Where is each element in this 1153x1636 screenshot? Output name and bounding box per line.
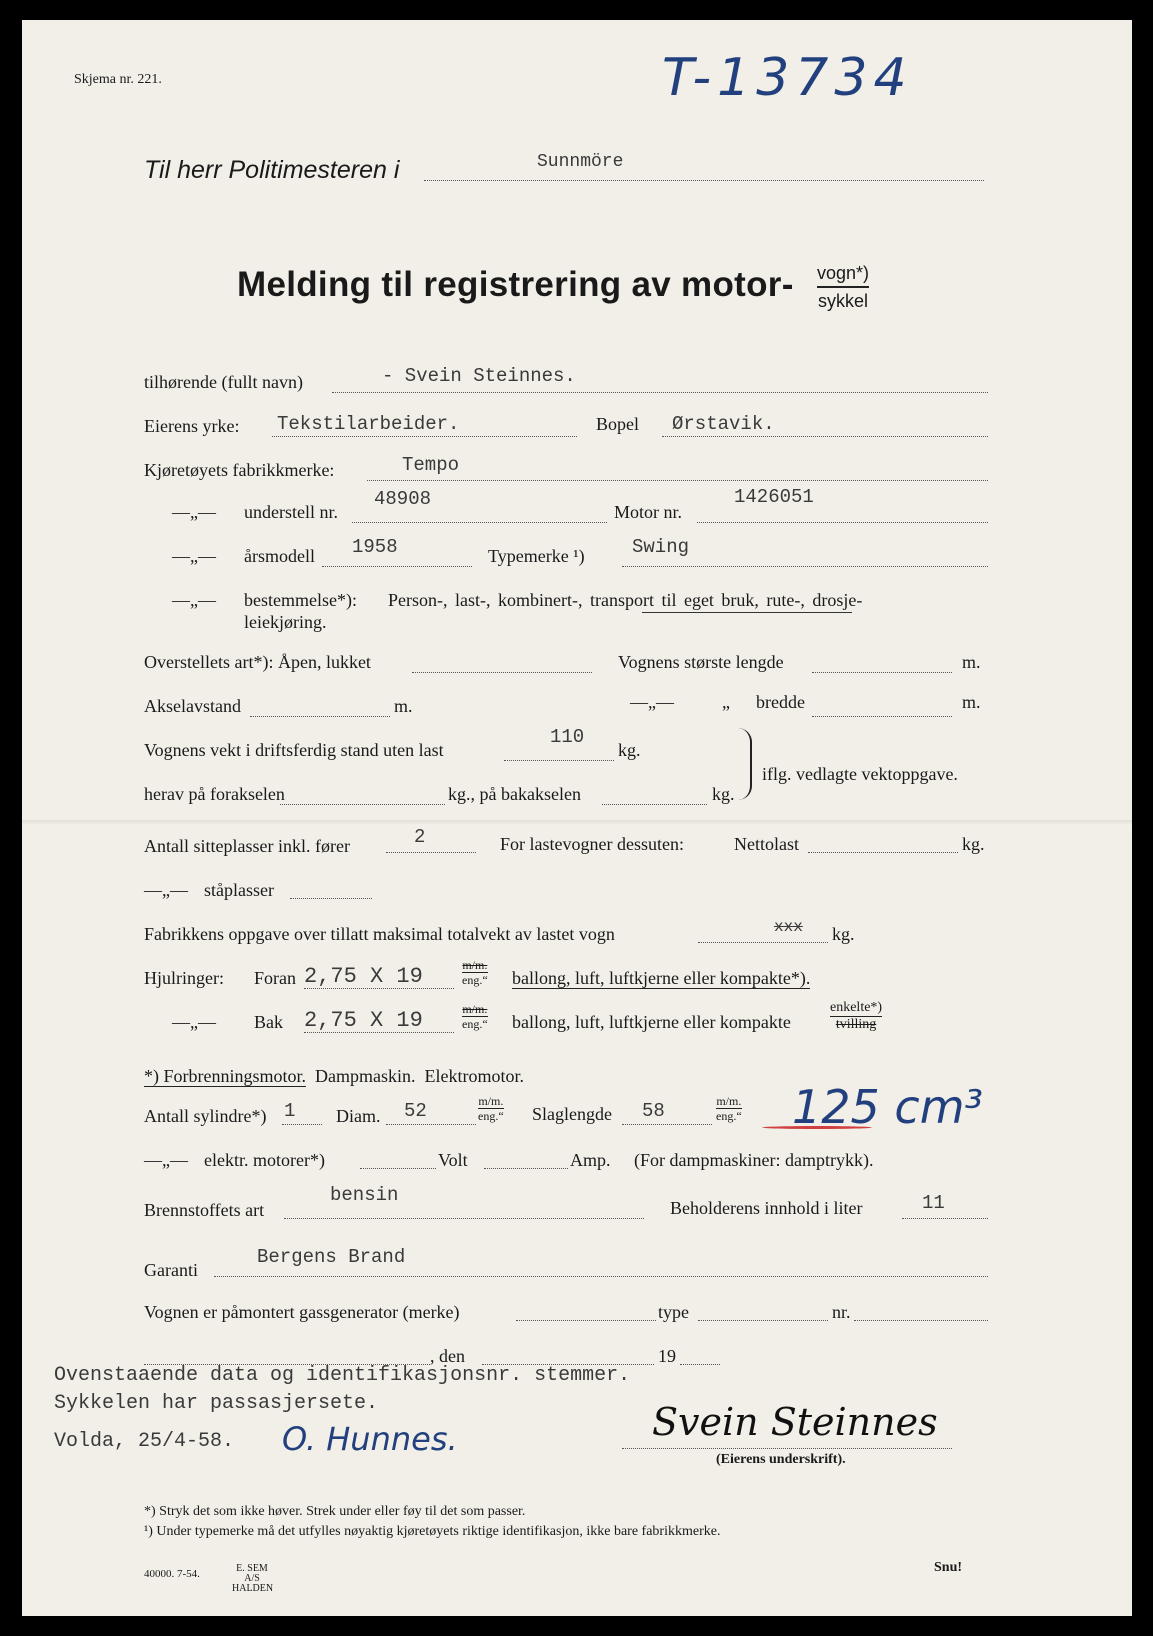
rear-axle-unit: kg. (712, 784, 735, 804)
fuel-line (284, 1218, 644, 1219)
weight-note: iflg. vedlagte vektoppgave. (762, 764, 958, 784)
stroke-unit-mm: m/m. (716, 1094, 742, 1108)
gas-nr-label: nr. (832, 1302, 851, 1322)
ditto-3: —„— (172, 590, 216, 610)
engine-type-steam: Dampmaskin. (315, 1066, 416, 1086)
length-label: Vognens største lengde (618, 652, 784, 672)
engine-type-electric: Elektromotor. (424, 1066, 524, 1086)
front-axle-line (280, 804, 445, 805)
electric-label: elektr. motorer*) (204, 1150, 325, 1170)
diam-unit-mm: m/m. (478, 1094, 504, 1108)
make-label: Kjøretøyets fabrikkmerke: (144, 460, 335, 480)
tyres-label: Hjulringer: (144, 968, 224, 988)
rear-tyre-unit (462, 1002, 488, 1031)
electric-line (360, 1168, 436, 1169)
diam-line (386, 1124, 476, 1125)
seats-label: Antall sitteplasser inkl. fører (144, 836, 350, 856)
weight-line (504, 760, 614, 761)
body-line (412, 672, 592, 673)
residence-value: Ørstavik. (672, 413, 775, 435)
year-label: årsmodell (244, 546, 315, 566)
type-line (622, 566, 988, 567)
standing-line (290, 898, 372, 899)
axle-line (250, 716, 390, 717)
diam-unit (478, 1094, 504, 1123)
addressee-line (424, 180, 984, 181)
stroke-unit (716, 1094, 742, 1123)
year-value: 1958 (352, 536, 398, 558)
stroke-line (622, 1124, 712, 1125)
gas-type-line (698, 1320, 828, 1321)
fuel-label: Brennstoffets art (144, 1200, 265, 1220)
printer-mark: E. SEM A/S HALDEN (232, 1563, 274, 1594)
purpose-options: Person-, last-, kombinert-, transport til eget bruk, rute-, drosje- (388, 590, 863, 610)
chassis-label: understell nr. (244, 502, 338, 522)
seats-line (386, 852, 476, 853)
make-line (367, 480, 988, 481)
date-label: , den (430, 1346, 465, 1366)
max-weight-label: Fabrikkens oppgave over tillatt maksimal totalvekt av lastet vogn (144, 924, 615, 944)
volt-label: Volt (438, 1150, 468, 1170)
width-label: bredde (756, 692, 805, 712)
purpose-underline (642, 612, 852, 613)
twin-option: tvilling (835, 1017, 877, 1032)
cyl-line (282, 1124, 322, 1125)
year-prefix: 19 (658, 1346, 676, 1366)
form-title: Melding til registrering av motor- (237, 265, 794, 304)
max-weight-unit: kg. (832, 924, 855, 944)
front-tyre-unit (462, 958, 488, 987)
chassis-value: 48908 (374, 488, 432, 510)
front-tyre-value: 2,75 X 19 (304, 964, 423, 989)
rear-tyre-line (304, 1032, 454, 1033)
tank-value: 11 (922, 1192, 945, 1214)
police-note-line3: Volda, 25/4-58. (54, 1430, 235, 1453)
body-label: Overstellets art*): Åpen, lukket (144, 652, 371, 672)
rear-tyre-mount (830, 1000, 882, 1033)
diam-unit-eng: eng.“ (478, 1109, 504, 1123)
amp-label: Amp. (570, 1150, 611, 1170)
make-value: Tempo (402, 454, 460, 476)
weight-label: Vognens vekt i driftsferdig stand uten last (144, 740, 444, 760)
ditto-7: —„— (144, 1150, 188, 1170)
weight-unit: kg. (618, 740, 641, 760)
rear-axle-line (602, 804, 707, 805)
police-note-line2: Sykkelen har passasjersete. (54, 1392, 379, 1415)
tank-line (902, 1218, 988, 1219)
stroke-label: Slaglengde (532, 1104, 612, 1124)
owner-signature: Svein Steinnes (652, 1400, 938, 1444)
warranty-label: Garanti (144, 1260, 198, 1280)
rear-tyre-types: ballong, luft, luftkjerne eller kompakte (512, 1012, 791, 1032)
engine-types (144, 1066, 524, 1087)
quote-mark: „ (722, 692, 730, 712)
engine-line (697, 522, 988, 523)
fold-crease (22, 820, 1132, 826)
signature-line (622, 1448, 952, 1449)
axle-unit: m. (394, 696, 413, 716)
net-label: Nettolast (734, 834, 799, 854)
single-option: enkelte*) (830, 1000, 883, 1015)
year-suffix-line (680, 1364, 720, 1365)
owner-label: tilhørende (fullt navn) (144, 372, 303, 392)
footnote-2: ¹) Under typemerke må det utfylles nøyaktig kjøretøyets riktige identifikasjon, ikke bare fabrikkmerke. (144, 1524, 721, 1539)
ccm-handwritten: 125 cm³ (792, 1080, 983, 1134)
stroke-value: 58 (642, 1100, 665, 1122)
occupation-value: Tekstilarbeider. (277, 413, 460, 435)
warranty-value: Bergens Brand (257, 1246, 406, 1268)
front-tyre-unit-mm: m/m. (462, 958, 488, 972)
purpose-options-cont: leiekjøring. (244, 612, 327, 632)
form-number: Skjema nr. 221. (74, 72, 162, 87)
length-unit: m. (962, 652, 981, 672)
engine-type-combustion: *) Forbrenningsmotor. (144, 1066, 306, 1086)
gas-label: Vognen er påmontert gassgenerator (merke) (144, 1302, 460, 1322)
gas-brand-line (516, 1320, 656, 1321)
tank-label: Beholderens innhold i liter (670, 1198, 863, 1218)
engine-label: Motor nr. (614, 502, 683, 522)
ditto-6: —„— (172, 1012, 216, 1032)
max-weight-line (698, 942, 828, 943)
stroke-unit-eng: eng.“ (716, 1109, 742, 1123)
year-line (322, 566, 472, 567)
gas-type-label: type (658, 1302, 689, 1322)
police-signature: O. Hunnes. (282, 1420, 458, 1458)
rear-axle-label: kg., på bakakselen (448, 784, 581, 804)
ditto-1: —„— (172, 502, 216, 522)
occupation-label: Eierens yrke: (144, 416, 240, 436)
purpose-label: bestemmelse*): (244, 590, 357, 610)
rear-tyre-unit-mm: m/m. (462, 1002, 488, 1016)
warranty-line (214, 1276, 988, 1277)
front-tyre-unit-eng: eng.“ (462, 973, 488, 987)
front-tyre-label: Foran (254, 968, 296, 988)
title-option-sykkel: sykkel (818, 291, 869, 311)
diam-value: 52 (404, 1100, 427, 1122)
seats-value: 2 (414, 826, 426, 848)
front-tyre-types (512, 968, 810, 989)
rear-tyre-label: Bak (254, 1012, 283, 1032)
axle-label: Akselavstand (144, 696, 241, 716)
steam-label: (For dampmaskiner: damptrykk). (634, 1150, 874, 1170)
residence-label: Bopel (596, 414, 639, 434)
title-options (817, 260, 869, 314)
rear-tyre-unit-eng: eng.“ (462, 1017, 488, 1031)
form-page (22, 20, 1132, 1616)
weight-brace (738, 728, 752, 800)
fuel-value: bensin (330, 1184, 399, 1206)
net-unit: kg. (962, 834, 985, 854)
addressee-value: Sunnmöre (537, 152, 624, 172)
residence-line (662, 436, 988, 437)
chassis-line (352, 522, 607, 523)
police-note-line1: Ovenstaaende data og identifikasjonsnr. stemmer. (54, 1364, 631, 1387)
rear-tyre-value: 2,75 X 19 (304, 1008, 423, 1033)
red-underline (762, 1126, 872, 1129)
footnote-1: *) Stryk det som ikke høver. Strek under eller føy til det som passer. (144, 1504, 526, 1519)
ditto-2: —„— (172, 546, 216, 566)
type-label: Typemerke ¹) (488, 546, 585, 566)
length-line (812, 672, 952, 673)
net-line (808, 852, 958, 853)
type-value: Swing (632, 536, 690, 558)
diam-label: Diam. (336, 1106, 381, 1126)
case-number-handwritten: T-13734 (662, 48, 913, 108)
occupation-line (272, 436, 577, 437)
addressee-label: Til herr Politimesteren i (144, 156, 400, 184)
print-code: 40000. 7-54. (144, 1568, 200, 1580)
turn-over-note: Snu! (934, 1560, 963, 1575)
engine-value: 1426051 (734, 486, 814, 508)
weight-value: 110 (550, 726, 585, 748)
owner-value: - Svein Steinnes. (382, 365, 576, 387)
front-axle-label: herav på forakselen (144, 784, 285, 804)
cyl-label: Antall sylindre*) (144, 1106, 267, 1126)
signature-caption: (Eierens underskrift). (716, 1452, 846, 1467)
standing-label: ståplasser (204, 880, 274, 900)
cyl-value: 1 (284, 1100, 296, 1122)
width-line (812, 716, 952, 717)
ditto-4: —„— (630, 692, 674, 712)
gas-nr-line (854, 1320, 988, 1321)
max-weight-value: xxx (774, 918, 803, 936)
ditto-5: —„— (144, 880, 188, 900)
volt-line (484, 1168, 568, 1169)
owner-line (332, 392, 988, 393)
width-unit: m. (962, 692, 981, 712)
front-tyre-types-text: ballong, luft, luftkjerne eller kompakte*). (512, 968, 811, 988)
title-option-vogn: vogn*) (817, 260, 869, 288)
cargo-label: For lastevogner dessuten: (500, 834, 684, 854)
front-tyre-line (304, 988, 454, 989)
